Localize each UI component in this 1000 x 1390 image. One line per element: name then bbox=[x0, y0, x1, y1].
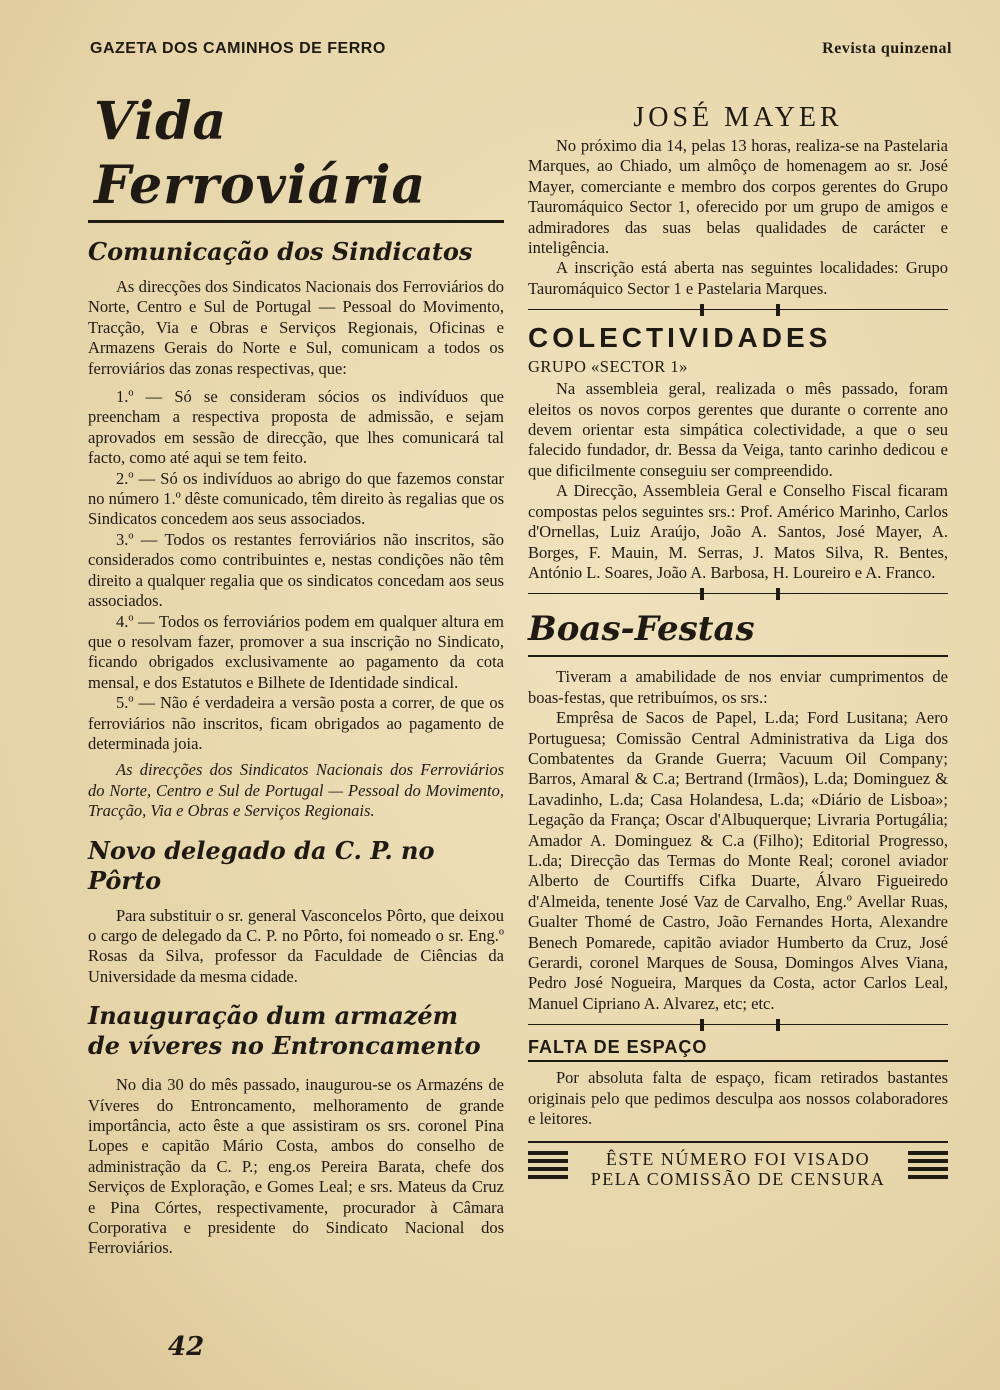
censorship-line-2: PELA COMISSÃO DE CENSURA bbox=[590, 1169, 886, 1190]
mayer-body-2: A inscrição está aberta nas seguintes localidades: Grupo Tauromáquico Sector 1 e Pastelaria Marques. bbox=[528, 258, 948, 298]
running-header bbox=[90, 40, 952, 64]
article-title-armazem bbox=[88, 1001, 504, 1061]
colectividades-subtitle: GRUPO «SECTOR 1» bbox=[528, 357, 688, 377]
decorative-bars-right bbox=[908, 1151, 948, 1183]
section-masthead: Vida Ferroviária bbox=[94, 91, 427, 216]
masthead-rule bbox=[88, 220, 504, 223]
publication-title: GAZETA DOS CAMINHOS DE FERRO bbox=[90, 40, 386, 57]
spacer bbox=[88, 379, 504, 387]
section-divider bbox=[528, 587, 948, 601]
armazem-title-line-1: Inauguração dum armazém bbox=[88, 1001, 459, 1031]
boas-festas-rule bbox=[528, 655, 948, 657]
colectividades-body-2: A Direcção, Assembleia Geral e Conselho Fiscal ficaram compostas pelos seguintes srs.: Prof. Américo Marinho, Carlos d'Ornellas, Luiz Araújo, João A. Santos, José Mayer, A. Borges, F. Mauin, M. Serras, J. Matos Silva, R. Bentes, António L. Soares, João A. Barbosa, H. Loureiro e A. Franco. bbox=[528, 481, 948, 582]
spacer bbox=[88, 822, 504, 836]
boas-festas-heading: Boas-Festas bbox=[528, 609, 755, 650]
sindicatos-item-1: 1.º — Só se consideram sócios os indivíduos que preencham a respectiva proposta de admissão, e sejam aprovados em sessão de direcção, que lhes comunicará tal facto, como até aqui se tem feito. bbox=[88, 387, 504, 468]
left-column bbox=[88, 90, 504, 1259]
article-title-delegado: Novo delegado da C. P. no Pôrto bbox=[88, 835, 435, 895]
delegado-body: Para substituir o sr. general Vasconcelos Pôrto, que deixou o cargo de delegado da C. P. no Pôrto, foi nomeado o sr. Eng.º Rosas da Silva, professor da Faculdade de Ciências da Universidade da mesma cidade. bbox=[88, 905, 504, 986]
sindicatos-item-2: 2.º — Só os indivíduos ao abrigo do que fazemos constar no número 1.º dêste comunicado, têm direito às regalias que os Sindicatos concedem aos seus associados. bbox=[88, 468, 504, 529]
censorship-line-1: ÊSTE NÚMERO FOI VISADO bbox=[605, 1149, 871, 1170]
armazem-title-line-2: de víveres no Entroncamento bbox=[88, 1031, 481, 1061]
decorative-bars-left bbox=[528, 1151, 568, 1183]
article-title-sindicatos: Comunicação dos Sindicatos bbox=[88, 237, 473, 266]
sindicatos-item-3: 3.º — Todos os restantes ferroviários não inscritos, são considerados como contribuintes e, nestas condições não têm direito a qualquer regalia que os sindicatos concedam aos seus associados. bbox=[88, 529, 504, 611]
article-title-mayer: JOSÉ MAYER bbox=[633, 102, 843, 133]
sindicatos-signature: As direcções dos Sindicatos Nacionais dos Ferroviários do Norte, Centro e Sul de Portugal — Pessoal do Movimento, Tracção, Via e Obras e Serviços Regionais. bbox=[88, 760, 504, 821]
colectividades-body-1: Na assembleia geral, realizada o mês passado, foram eleitos os novos corpos gerentes que durante o corrente ano devem orientar esta simpática colectividade, a que o seu falecido fundador, dr. Bessa da Veiga, tanto carinho dedicou e que dificilmente conseguiu ser compreendido. bbox=[528, 379, 948, 480]
colectividades-heading: COLECTIVIDADES bbox=[528, 322, 832, 354]
falta-espaco-body: Por absoluta falta de espaço, ficam retirados bastantes originais pelo que pedimos desculpa aos nossos colaboradores e leitores. bbox=[528, 1068, 948, 1129]
falta-espaco-rule bbox=[528, 1060, 948, 1062]
mayer-body-1: No próximo dia 14, pelas 13 horas, realiza-se na Pastelaria Marques, ao Chiado, um almôço de homenagem ao sr. José Mayer, comerciante e membro dos corpos gerentes do Grupo Tauromáquico Sector 1, oferecido por um grupo de amigos e admiradores das suas belas qualidades de carácter e inteligência. bbox=[528, 136, 948, 258]
censorship-notice bbox=[528, 1141, 948, 1193]
sindicatos-intro: As direcções dos Sindicatos Nacionais dos Ferroviários do Norte, Centro e Sul de Portugal — Pessoal do Movimento, Tracção, Via e Obras e Serviços Regionais, Oficinas e Armazens Gerais do Norte e Sul, comunicam a todos os ferroviários das zonas respectivas, que: bbox=[88, 277, 504, 378]
boas-festas-list: Emprêsa de Sacos de Papel, L.da; Ford Lusitana; Aero Portuguesa; Comissão Central Administrativa da Liga dos Combatentes da Grande Guerra; Vacuum Oil Company; Barros, Amaral & C.a; Bertrand (Irmãos), L.da; Dominguez & Lavadinho, L.da; Casa Holandesa, L.da; «Diário de Lisboa»; Legação da França; Oscar d'Albuquerque; Livraria Portugália; Amador A. Dominguez & C.a (Filho); Editorial Progresso, L.da; Direcção das Termas do Monte Real; coronel aviador Alberto de Courtiffs Cifka Duarte, Álvaro Figueiredo d'Almeida, tenente José Vaz de Carvalho, Eng.º Avellar Ruas, Gualter Thomé de Castro, João Fernandes Horta, Alexandre Benech Pomarede, capitão aviador Humberto da Cruz, José Gerardi, coronel Marques de Sousa, Domingos Alves Viana, Pedro José Nogueira, Marques da Costa, actor Carlos Leal, Manuel Cipriano A. Alvarez, etc; etc. bbox=[528, 708, 948, 1013]
page-number: 42 bbox=[168, 1332, 205, 1362]
sindicatos-item-5: 5.º — Não é verdadeira a versão posta a correr, de que os ferroviários não inscritos, ficam obrigados ao pagamento de determinada joia. bbox=[88, 693, 504, 753]
armazem-body: No dia 30 do mês passado, inaugurou-se os Armazéns de Víveres do Entroncamento, melhoramento de grande importância, acto êste a que assistiram os srs. coronel Pina Lopes e capitão Mário Costa, ambos do conselho de administração da C. P.; eng.os Pereira Barata, chefe dos Serviços de Exploração, e Gomes Leal; e srs. Mateus da Cruz e Pina Córtes, respectivamente, procurador à Câmara Corporativa e presidente do Sindicato Nacional dos Ferroviários. bbox=[88, 1075, 504, 1258]
falta-espaco-heading: FALTA DE ESPAÇO bbox=[528, 1037, 708, 1058]
boas-festas-intro: Tiveram a amabilidade de nos enviar cumprimentos de boas-festas, que retribuímos, os srs.: bbox=[528, 667, 948, 707]
sindicatos-item-4: 4.º — Todos os ferroviários podem em qualquer altura em que o resolvam fazer, promover a sua inscrição no Sindicato, ficando obrigados exclusivamente ao pagamento da cota mensal, e dos Estatutos e Bilhete de Identidade sindical. bbox=[88, 611, 504, 692]
section-divider bbox=[528, 1018, 948, 1032]
censorship-text bbox=[574, 1149, 902, 1189]
right-column bbox=[528, 98, 948, 1193]
publication-frequency: Revista quinzenal bbox=[822, 40, 952, 57]
spacer bbox=[88, 987, 504, 1001]
section-divider bbox=[528, 303, 948, 317]
